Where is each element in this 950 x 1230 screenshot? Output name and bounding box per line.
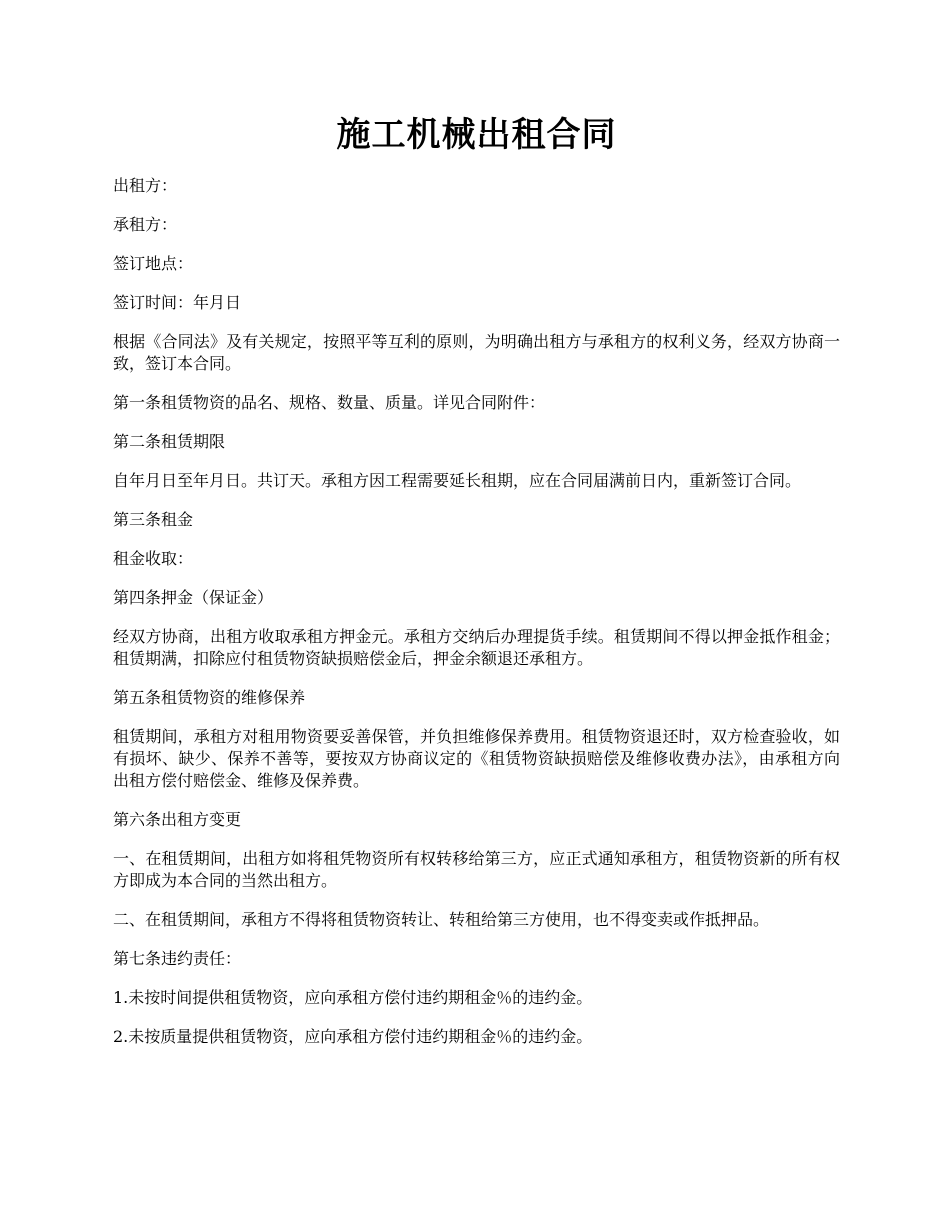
article-5-body: 租赁期间，承租方对租用物资要妥善保管，并负担维修保养费用。租赁物资退还时，双方检查验收，如有损坏、缺少、保养不善等，要按双方协商议定的《租赁物资缺损赔偿及维修收费办法》，由承租方向出租方偿付赔偿金、维修及保养费。 [113,727,840,790]
signing-place-line: 签订地点： [113,254,194,273]
lessee-line: 承租方： [113,215,178,234]
article-6-heading: 第六条出租方变更 [113,810,242,829]
article-7-heading: 第七条违约责任： [113,949,242,968]
lessor-line: 出租方： [113,176,178,195]
article-4-heading: 第四条押金（保证金） [113,588,274,607]
article-7-clause-1: 1.未按时间提供租赁物资，应向承租方偿付违约期租金％的违约金。 [113,988,593,1007]
preamble-paragraph: 根据《合同法》及有关规定，按照平等互利的原则，为明确出租方与承租方的权利义务，经双方协商一致，签订本合同。 [113,332,840,373]
article-6-clause-2: 二、在租赁期间，承租方不得将租赁物资转让、转租给第三方使用，也不得变卖或作抵押品。 [113,910,770,929]
article-7-clause-2: 2.未按质量提供租赁物资，应向承租方偿付违约期租金％的违约金。 [113,1027,593,1046]
article-2-heading: 第二条租赁期限 [113,432,226,451]
article-6-clause-1: 一、在租赁期间，出租方如将租凭物资所有权转移给第三方，应正式通知承租方，租赁物资新的所有权方即成为本合同的当然出租方。 [113,849,840,890]
signing-time-line: 签订时间：年月日 [113,293,242,312]
article-3-heading: 第三条租金 [113,510,194,529]
document-page [113,110,840,1065]
article-5-heading: 第五条租赁物资的维修保养 [113,688,306,707]
article-2-body: 自年月日至年月日。共订天。承租方因工程需要延长租期，应在合同届满前日内，重新签订合同。 [113,471,802,490]
document-title: 施工机械出租合同 [336,115,617,155]
article-3-body: 租金收取： [113,549,194,568]
article-1-heading: 第一条租赁物资的品名、规格、数量、质量。详见合同附件： [113,393,546,412]
article-4-body: 经双方协商，出租方收取承租方押金元。承租方交纳后办理提货手续。租赁期间不得以押金抵作租金；租赁期满，扣除应付租赁物资缺损赔偿金后，押金余额退还承租方。 [113,627,840,668]
